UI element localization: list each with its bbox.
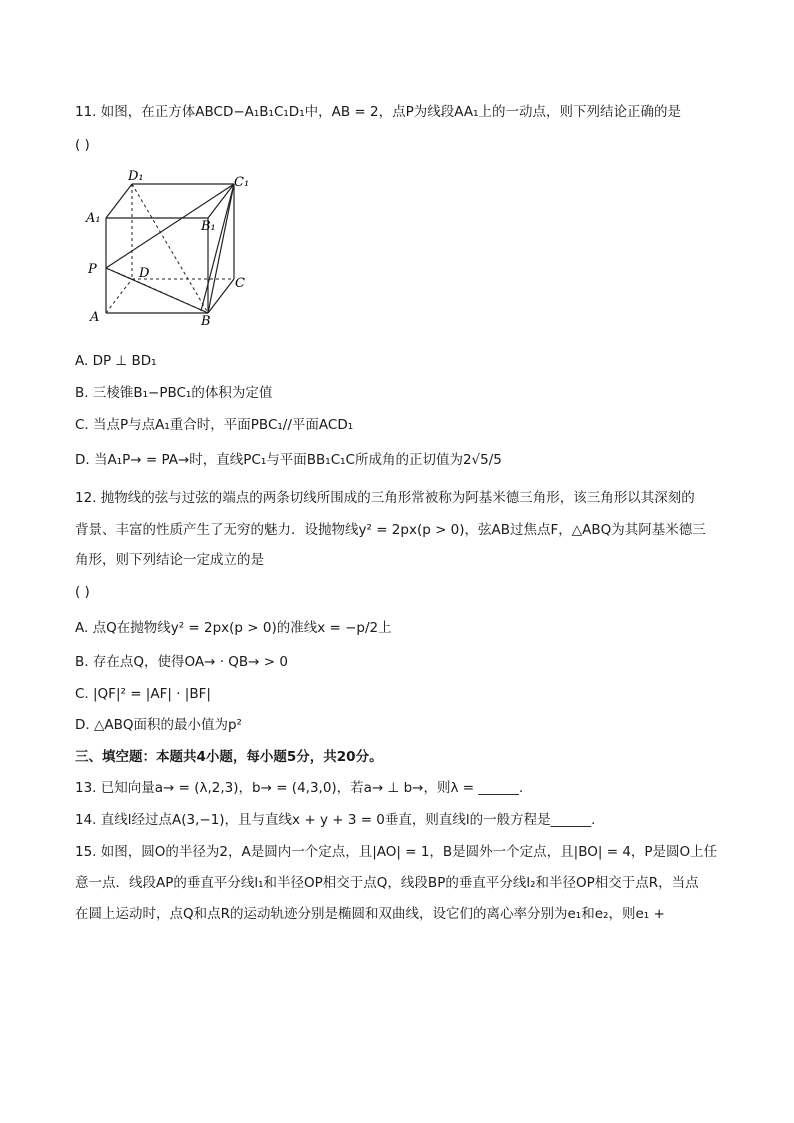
q12-option-d: D. △ABQ面积的最小值为p² (75, 717, 242, 733)
label-A1: A₁ (86, 211, 101, 226)
label-C1: C₁ (234, 175, 250, 190)
label-B: B (201, 314, 211, 327)
q13-text: 13. 已知向量a→ = (λ,2,3)，b→ = (4,3,0)，若a→ ⊥ b→，则λ = ______. (75, 780, 524, 796)
label-D1: D₁ (128, 169, 144, 184)
q15-line-2: 意一点．线段AP的垂直平分线l₁和半径OP相交于点Q，线段BP的垂直平分线l₂和半径OP相交于点R，当点 (75, 875, 699, 891)
q12-option-a: A. 点Q在抛物线y² = 2px(p > 0)的准线x = −p/2上 (75, 620, 392, 636)
label-D: D (139, 266, 150, 281)
label-A: A (90, 310, 100, 325)
q12-stem-line-3: 角形，则下列结论一定成立的是 (75, 552, 264, 568)
cube-figure (84, 165, 254, 327)
q11-stem: 11. 如图，在正方体ABCD−A₁B₁C₁D₁中，AB = 2，点P为线段AA₁上的一动点，则下列结论正确的是 (75, 104, 681, 120)
q14-text: 14. 直线l经过点A(3,−1)，且与直线x + y + 3 = 0垂直，则直线l的一般方程是______. (75, 812, 596, 828)
q12-stem-line-1: 12. 抛物线的弦与过弦的端点的两条切线所围成的三角形常被称为阿基米德三角形，该三角形以其深刻的 (75, 490, 695, 506)
q11-option-b: B. 三棱锥B₁−PBC₁的体积为定值 (75, 385, 273, 401)
label-B1: B₁ (201, 219, 216, 234)
q12-option-b: B. 存在点Q，使得OA→ · QB→ > 0 (75, 654, 288, 670)
q12-option-c: C. |QF|² = |AF| · |BF| (75, 686, 211, 702)
q15-line-1: 15. 如图，圆O的半径为2，A是圆内一个定点，且|AO| = 1，B是圆外一个定点，且|BO| = 4，P是圆O上任 (75, 844, 718, 860)
q11-option-c: C. 当点P与点A₁重合时，平面PBC₁//平面ACD₁ (75, 417, 354, 433)
label-P: P (88, 262, 97, 277)
label-C: C (235, 276, 245, 291)
q12-stem-line-2: 背景、丰富的性质产生了无穷的魅力．设抛物线y² = 2px(p > 0)，弦AB过焦点F，△ABQ为其阿基米德三 (75, 522, 706, 538)
q11-option-d: D. 当A₁P→ = PA→时，直线PC₁与平面BB₁C₁C所成角的正切值为2√5/5 (75, 452, 502, 468)
q15-line-3: 在圆上运动时，点Q和点R的运动轨迹分别是椭圆和双曲线，设它们的离心率分别为e₁和e₂，则e₁ + (75, 906, 665, 922)
q11-option-a: A. DP ⊥ BD₁ (75, 353, 157, 369)
q11-answer-blank: ( ) (75, 137, 90, 153)
section-heading: 三、填空题：本题共4小题，每小题5分，共20分。 (75, 749, 383, 765)
q12-answer-blank: ( ) (75, 584, 90, 600)
